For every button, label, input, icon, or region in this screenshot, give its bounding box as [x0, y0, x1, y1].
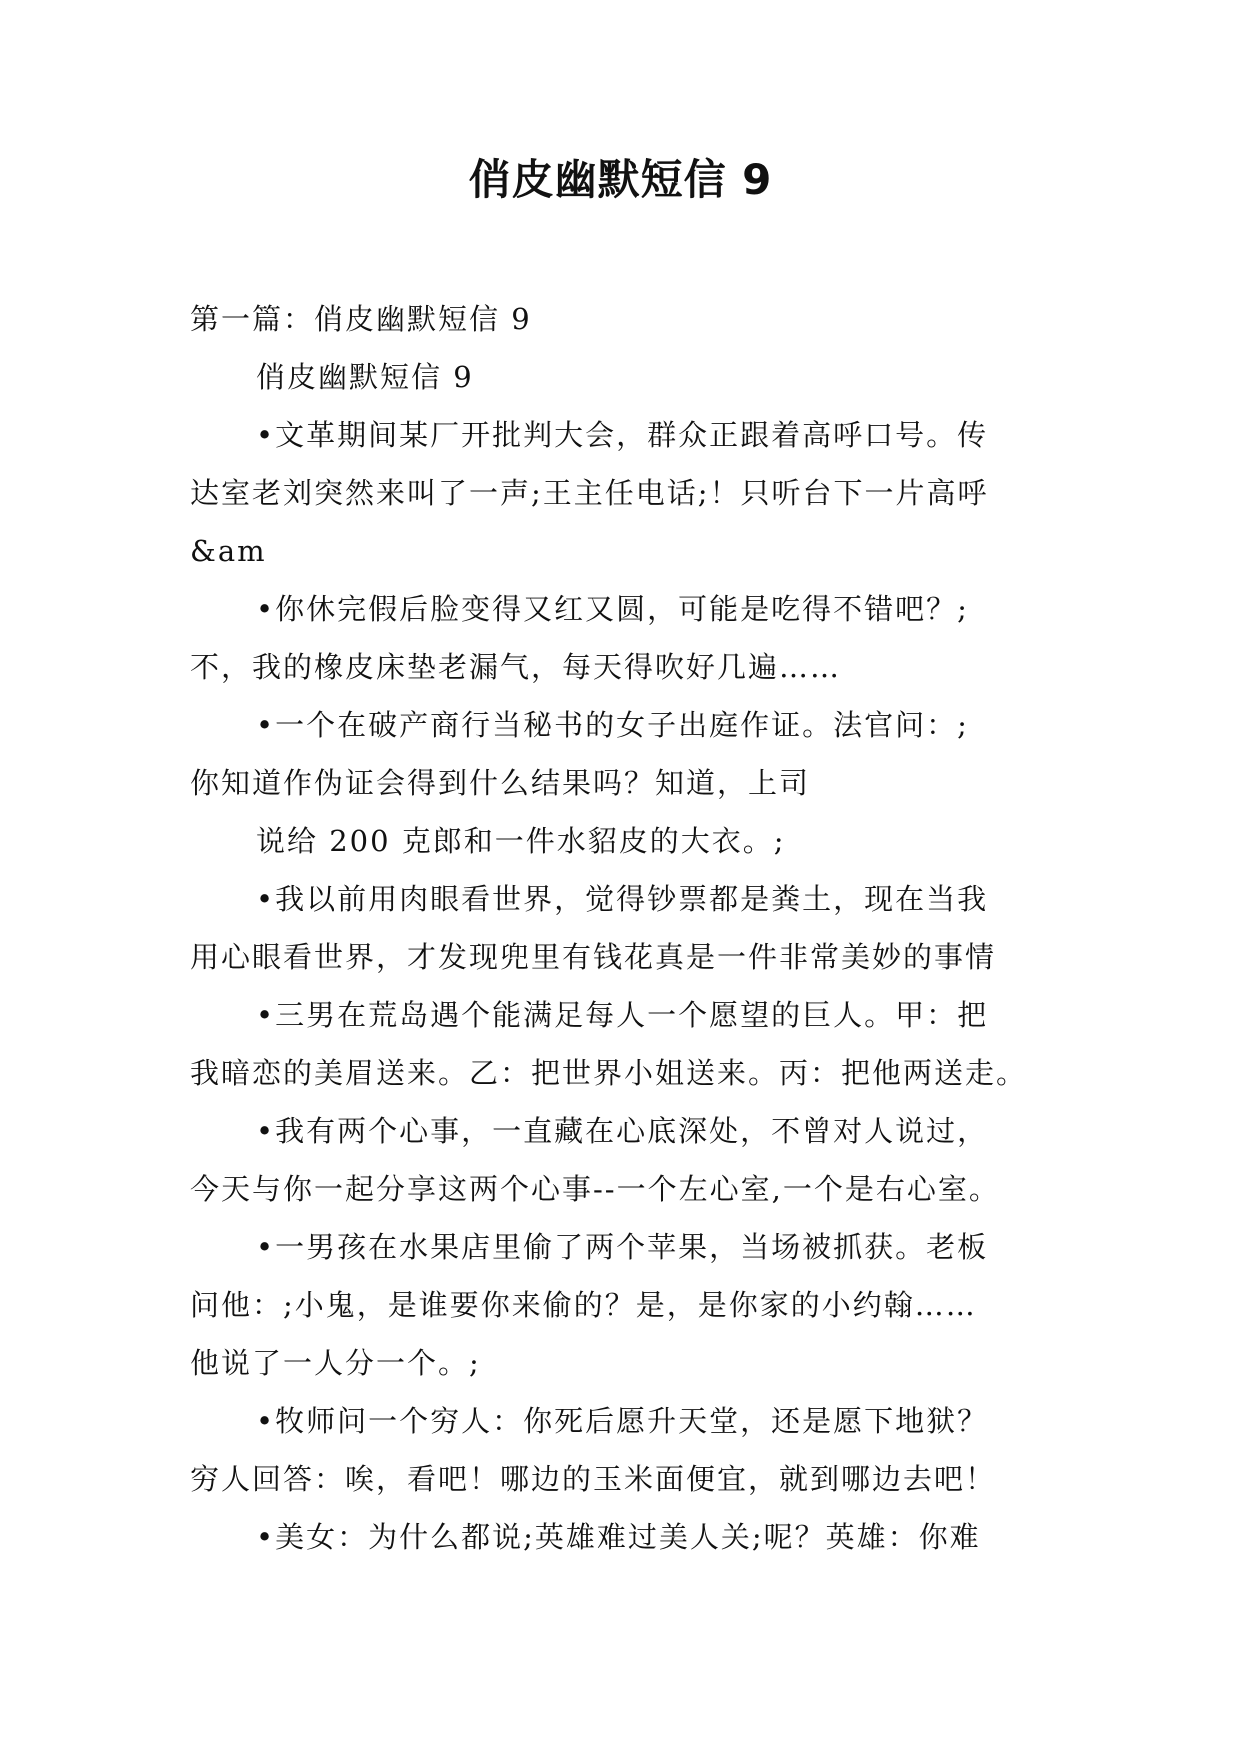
document-body [190, 290, 1050, 1566]
subtitle-line: 俏皮幽默短信 9 [256, 360, 474, 394]
text-line: 穷人回答：唉，看吧！哪边的玉米面便宜，就到哪边去吧！ [190, 1462, 997, 1496]
text-line: 问他：;小鬼，是谁要你来偷的？是，是你家的小约翰…… [190, 1288, 977, 1322]
text-line: 说给 200 克郎和一件水貂皮的大衣。; [256, 824, 786, 858]
text-line: •三男在荒岛遇个能满足每人一个愿望的巨人。甲：把 [256, 998, 989, 1032]
text-line: 用心眼看世界，才发现兜里有钱花真是一件非常美妙的事情 [190, 940, 997, 974]
text-line: •牧师问一个穷人：你死后愿升天堂，还是愿下地狱？ [256, 1404, 989, 1438]
page-title: 俏皮幽默短信 9 [468, 155, 773, 204]
text-line: •我以前用肉眼看世界，觉得钞票都是粪土，现在当我 [256, 882, 989, 916]
text-line: 不，我的橡皮床垫老漏气，每天得吹好几遍…… [190, 650, 842, 684]
text-line: •美女：为什么都说;英雄难过美人关;呢？英雄：你难 [256, 1520, 981, 1554]
section-heading: 第一篇：俏皮幽默短信 9 [190, 302, 532, 336]
text-line: •你休完假后脸变得又红又圆，可能是吃得不错吧？; [256, 592, 969, 626]
text-line: •一男孩在水果店里偷了两个苹果，当场被抓获。老板 [256, 1230, 989, 1264]
text-line: 今天与你一起分享这两个心事--一个左心室,一个是右心室。 [190, 1172, 1000, 1206]
text-line: 达室老刘突然来叫了一声;王主任电话;！只听台下一片高呼 [190, 476, 989, 510]
text-line: •文革期间某厂开批判大会，群众正跟着高呼口号。传 [256, 418, 989, 452]
text-line: &am [190, 534, 267, 568]
text-line: 你知道作伪证会得到什么结果吗？知道，上司 [190, 766, 811, 800]
text-line: 我暗恋的美眉送来。乙：把世界小姐送来。丙：把他两送走。 [190, 1056, 1028, 1090]
text-line: •一个在破产商行当秘书的女子出庭作证。法官问：; [256, 708, 969, 742]
text-line: 他说了一人分一个。; [190, 1346, 481, 1380]
text-line: •我有两个心事，一直藏在心底深处，不曾对人说过， [256, 1114, 989, 1148]
